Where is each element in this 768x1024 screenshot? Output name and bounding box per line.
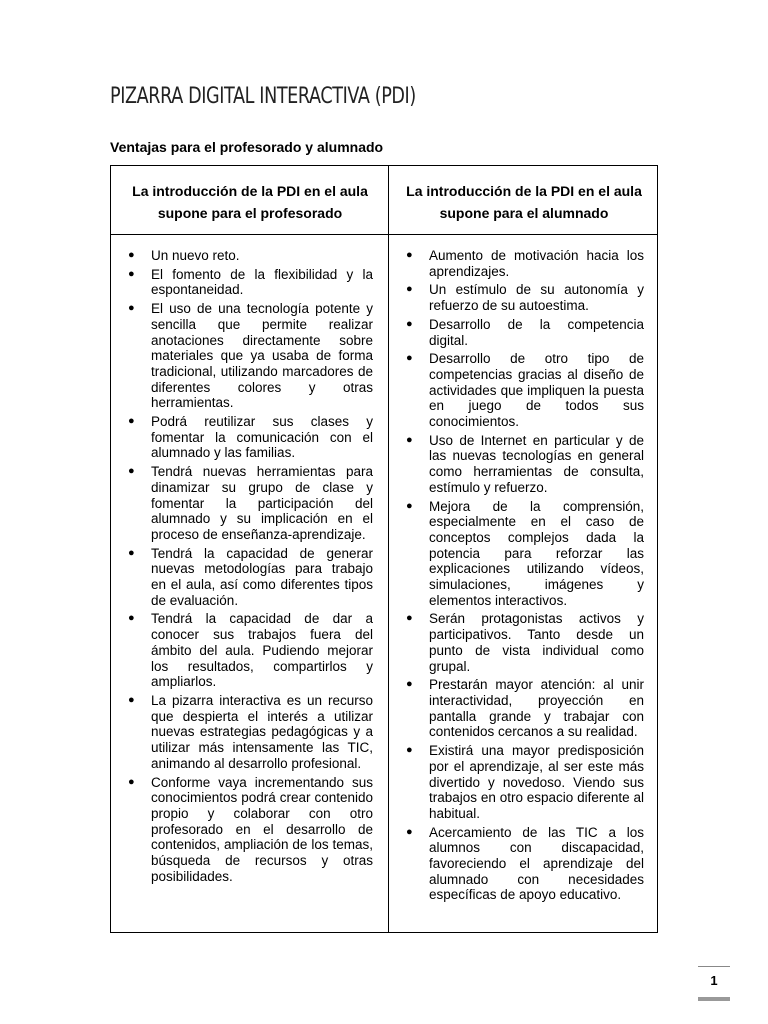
list-item: ● Uso de Internet en particular y de las nuevas tecnologías en general como herramientas de consulta, estímulo y refuerzo. [406,432,644,495]
page-title: PIZARRA DIGITAL INTERACTIVA (PDI) [110,84,416,109]
bullet-icon: ● [128,465,135,478]
bullet-icon: ● [406,352,413,365]
teacher-advantages-list [125,248,373,887]
list-item: ● Aumento de motivación hacia los aprendizajes. [406,248,644,279]
bullet-icon: ● [128,302,135,315]
bullet-icon: ● [128,612,135,625]
bullet-icon: ● [406,825,413,838]
list-item: ● Tendrá nuevas herramientas para dinamizar su grupo de clase y fomentar la participación del alumnado y su implicación en el proceso de enseñanza-aprendizaje. [128,464,373,542]
list-item: ● El uso de una tecnología potente y sencilla que permite realizar anotaciones directamente sobre materiales que ya usaba de forma tradicional, utilizando marcadores de diferentes colores y otras herramientas. [128,301,373,411]
bullet-icon: ● [406,678,413,691]
header-teachers: La introducción de la PDI en el aula supone para el profesorado [132,183,368,221]
list-item: ● Conforme vaya incrementando sus conocimientos podrá crear contenido propio y colaborar con otro profesorado en el desarrollo de contenidos, ampliación de los temas, búsqueda de recursos y otras posibilidades. [128,774,373,884]
bullet-icon: ● [406,499,413,512]
list-item: ● Tendrá la capacidad de generar nuevas metodologías para trabajo en el aula, así como diferentes tipos de evaluación. [128,545,373,608]
bullet-icon: ● [128,775,135,788]
bullet-icon: ● [406,612,413,625]
list-item: ● La pizarra interactiva es un recurso que despierta el interés a utilizar nuevas estrategias pedagógicas y a utilizar más intensamente las TIC, animando al desarrollo profesional. [128,692,373,771]
column-divider [388,166,389,932]
list-item: ● Un nuevo reto. [128,248,240,263]
header-students: La introducción de la PDI en el aula supone para el alumnado [406,183,642,221]
bullet-icon: ● [406,283,413,296]
list-item: ● Tendrá la capacidad de dar a conocer sus trabajos fuera del ámbito del aula. Pudiendo mejorar los resultados, compartirlos y ampliarlos. [128,611,373,690]
list-item: ● Mejora de la comprensión, especialmente en el caso de conceptos complejos dada la potencia para reforzar las explicaciones utilizando vídeos, simulaciones, imágenes y elementos interactivos. [406,498,644,608]
bullet-icon: ● [406,317,413,330]
bullet-icon: ● [128,267,135,280]
bullet-icon: ● [406,433,413,446]
student-advantages-list [403,248,644,906]
list-item: ● Existirá una mayor predisposición por el aprendizaje, al ser este más divertido y novedoso. Viendo sus trabajos en otro espacio diferente al habitual. [406,743,644,821]
advantages-table [110,165,658,933]
list-item: ● El fomento de la flexibilidad y la espontaneidad. [128,266,373,298]
bullet-icon: ● [128,693,135,706]
list-item: ● Acercamiento de las TIC a los alumnos con discapacidad, favoreciendo el aprendizaje del alumnado con necesidades específicas de apoyo educativo. [406,824,644,903]
list-item: ● Podrá reutilizar sus clases y fomentar la comunicación con el alumnado y las familias. [128,414,373,461]
list-item: ● Desarrollo de la competencia digital. [406,316,644,348]
list-item: ● Serán protagonistas activos y participativos. Tanto desde un punto de vista individual como grupal. [406,611,644,674]
bullet-icon: ● [128,415,135,428]
bullet-icon: ● [406,744,413,757]
section-subtitle: Ventajas para el profesorado y alumnado [110,139,384,155]
bullet-icon: ● [128,249,135,261]
header-divider [111,234,657,235]
list-item: ● Desarrollo de otro tipo de competencias gracias al diseño de actividades que impliquen la puesta en juego de todos sus conocimientos. [406,351,644,430]
bullet-icon: ● [128,546,135,559]
page-number: 1 [698,966,730,1001]
bullet-icon: ● [406,249,413,261]
list-item: ● Un estímulo de su autonomía y refuerzo de su autoestima. [406,282,644,314]
list-item: ● Prestarán mayor atención: al unir interactividad, proyección en pantalla grande y trabajar con contenidos cercanos a su realidad. [406,677,644,740]
